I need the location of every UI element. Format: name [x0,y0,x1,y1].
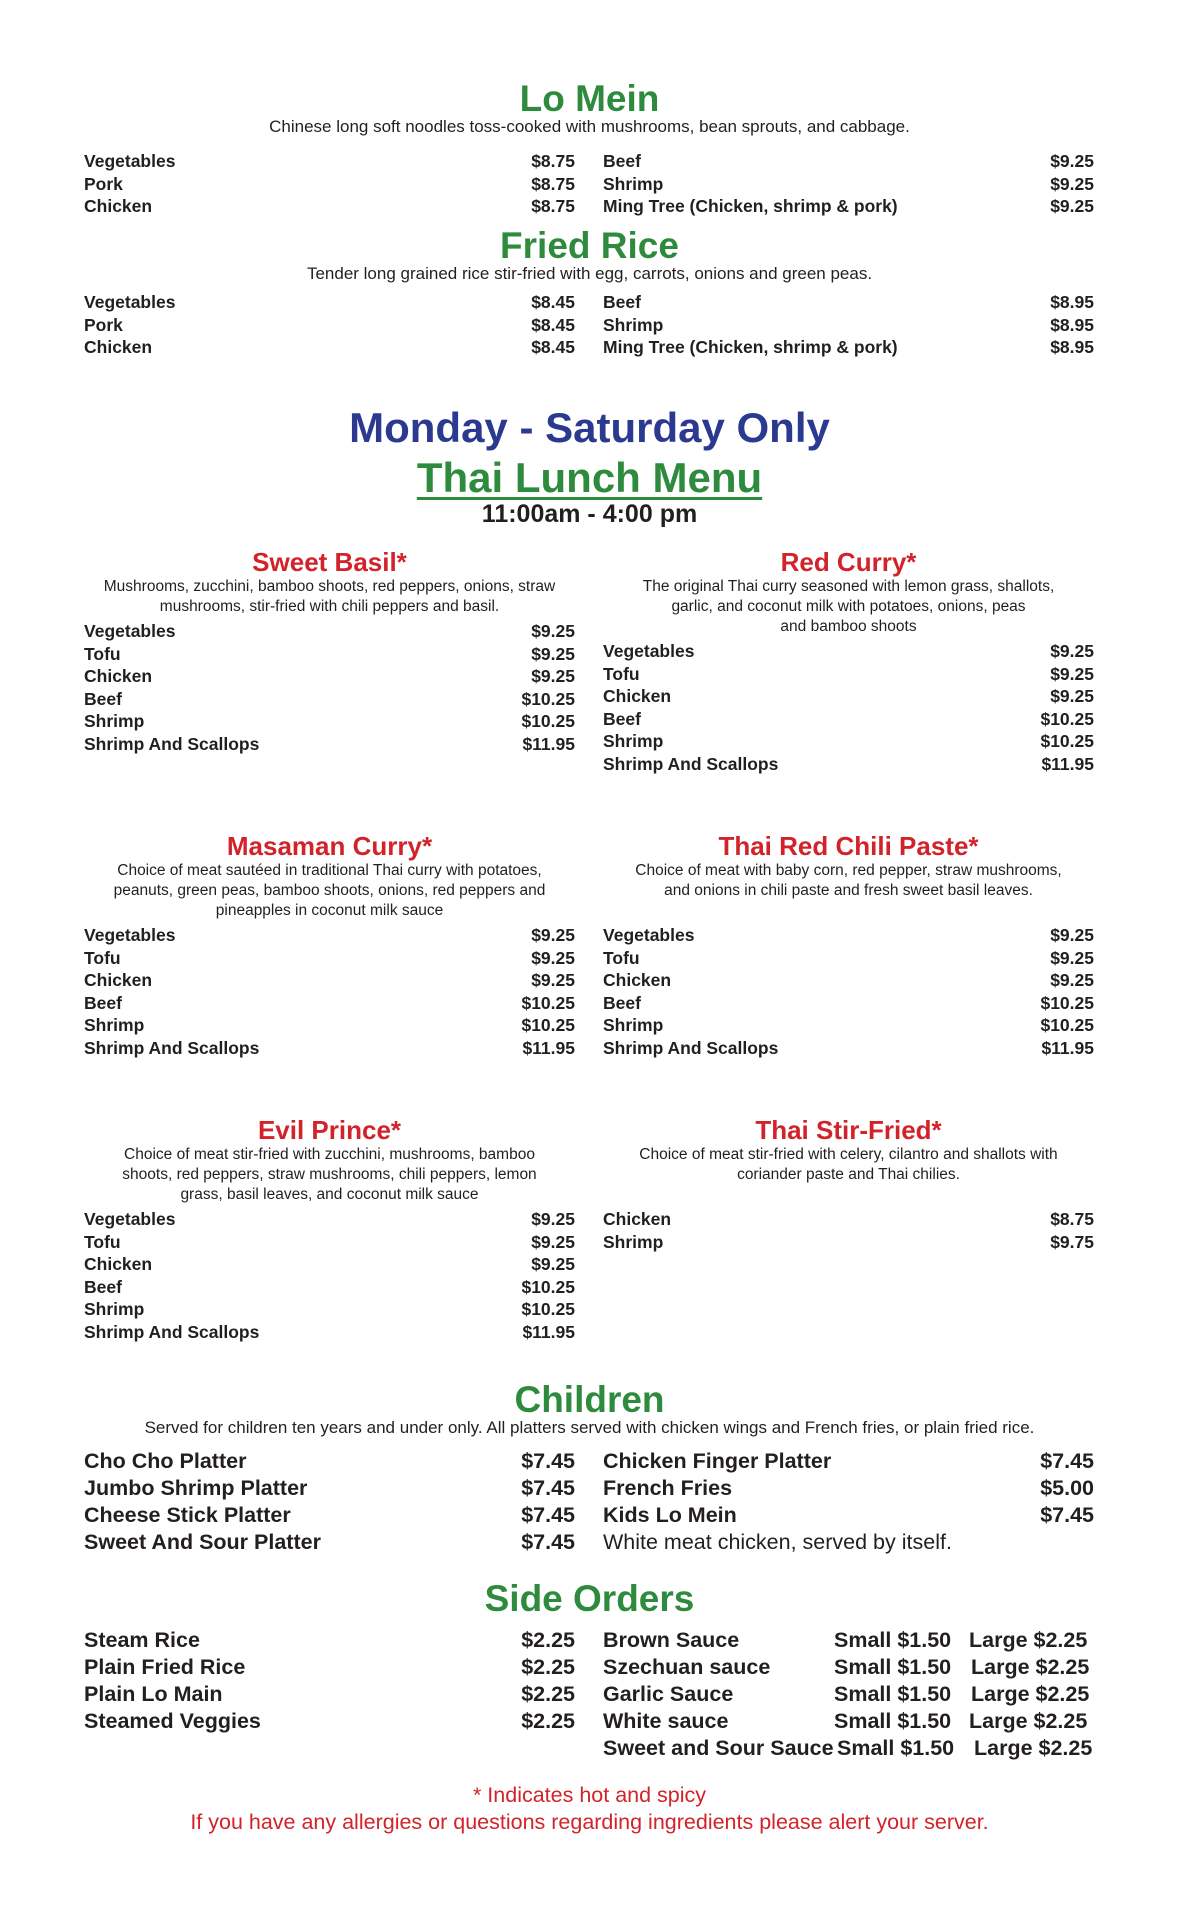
small-price: Small $1.50 [834,1655,952,1679]
list-item [603,336,1094,359]
item-name: Shrimp [603,1231,664,1252]
item-name: French Fries [603,1476,733,1500]
list-item [84,924,575,947]
list-item [603,708,1094,731]
list-item [84,1231,575,1254]
list-item [603,1708,1103,1735]
description-line: grass, basil leaves, and coconut milk sauce [180,1186,479,1203]
stir-fried-items [603,1208,1094,1253]
masaman-curry-section [84,833,575,1059]
kids-lo-mein-note: White meat chicken, served by itself. [603,1530,952,1554]
list-item [84,947,575,970]
item-price: $8.75 [1050,1209,1094,1229]
chili-paste-items [603,924,1094,1059]
list-item [603,992,1094,1015]
item-price: $2.25 [521,1709,575,1733]
red-curry-section [603,549,1094,775]
item-name: Chicken [84,666,153,686]
fried-rice-description: Tender long grained rice stir-fried with egg, carrots, onions and green peas. [306,264,873,283]
item-price: $7.45 [521,1476,575,1500]
list-item [603,969,1094,992]
item-price: $8.45 [531,314,575,335]
masaman-curry-description [84,861,575,921]
list-item [84,1208,575,1231]
small-price: Small $1.50 [834,1682,952,1706]
description-line: and bamboo shoots [780,618,917,635]
item-name: Tofu [603,947,640,968]
item-name: Beef [603,992,641,1013]
large-price: Large $2.25 [969,1709,1088,1733]
evil-prince-items [84,1208,575,1343]
item-price: $7.45 [521,1530,575,1554]
children-left-list [84,1448,575,1556]
list-item [603,730,1094,753]
item-name: Shrimp [603,1015,664,1035]
item-name: Chicken [84,196,153,216]
description-line: Choice of meat stir-fried with celery, cilantro and shallots with [639,1146,1058,1163]
red-curry-description [603,577,1094,637]
masaman-curry-title: Masaman Curry* [226,831,433,861]
list-item [84,150,575,173]
list-item [84,665,575,688]
list-item [603,150,1094,173]
item-price: $9.25 [531,621,575,641]
side-orders-title: Side Orders [484,1578,695,1619]
description-line: The original Thai curry seasoned with lemon grass, shallots, [642,578,1055,595]
item-price: $8.75 [531,173,575,194]
item-name: Vegetables [84,1209,176,1229]
list-item [84,1654,575,1681]
list-item [603,1231,1094,1254]
list-item [603,291,1094,314]
item-price: $9.25 [1050,196,1094,216]
item-name: Pork [84,314,123,335]
item-name: Chicken [603,686,672,706]
item-price: $2.25 [521,1628,575,1652]
fried-rice-left-list [84,291,575,359]
item-name: Vegetables [603,925,695,945]
list-item [603,314,1094,337]
item-price: $9.25 [1050,663,1094,684]
item-name: Chicken [603,970,672,990]
evil-prince-title: Evil Prince* [257,1115,402,1145]
list-item [84,1708,575,1735]
item-price: $10.25 [521,1276,575,1297]
item-price: $9.25 [531,1254,575,1274]
item-name: Beef [84,1276,122,1297]
small-price: Small $1.50 [837,1736,955,1760]
item-price: $9.25 [531,947,575,968]
item-price: $10.25 [1040,731,1094,751]
item-price: $9.25 [531,925,575,945]
item-name: Vegetables [84,292,176,312]
item-name: Beef [84,688,122,709]
item-price: $11.95 [522,733,575,754]
chili-paste-title: Thai Red Chili Paste* [718,831,979,861]
side-orders-list [84,1627,575,1735]
item-name: Shrimp And Scallops [84,1321,260,1342]
list-item [603,947,1094,970]
description-line: pineapples in coconut milk sauce [215,902,444,919]
list-item [603,1448,1094,1475]
chili-paste-section [603,833,1094,1059]
list-item [603,1627,1103,1654]
list-item [603,685,1094,708]
evil-prince-section [84,1117,575,1343]
item-name: Beef [603,292,641,312]
item-price: $9.25 [1050,686,1094,706]
allergy-note: If you have any allergies or questions regarding ingredients please alert your server. [190,1810,989,1834]
item-name: Chicken Finger Platter [603,1449,832,1473]
sweet-basil-section [84,549,575,755]
item-name: Chicken [84,970,153,990]
large-price: Large $2.25 [971,1655,1090,1679]
item-name: Shrimp [84,711,145,731]
item-name: Ming Tree (Chicken, shrimp & pork) [603,337,898,357]
item-price: $7.45 [1040,1503,1094,1527]
description-line: Choice of meat stir-fried with zucchini, mushrooms, bamboo [124,1146,535,1163]
list-item [603,924,1094,947]
item-price: $9.25 [531,643,575,664]
masaman-curry-items [84,924,575,1059]
sweet-basil-items [84,620,575,755]
item-price: $8.95 [1050,337,1094,357]
stir-fried-title: Thai Stir-Fried* [755,1115,942,1145]
lunch-hours: 11:00am - 4:00 pm [481,500,698,528]
item-name: Steamed Veggies [84,1709,261,1733]
item-price: $9.25 [1050,173,1094,194]
children-title: Children [514,1379,665,1420]
list-item [603,195,1094,218]
list-item [84,1448,575,1475]
list-item [84,643,575,666]
item-price: $5.00 [1040,1476,1094,1500]
list-item [84,1529,575,1556]
list-item [84,620,575,643]
item-name: Shrimp [84,1015,145,1035]
item-name: Plain Fried Rice [84,1655,246,1679]
item-name: Pork [84,173,123,194]
item-name: Shrimp [603,173,664,194]
item-price: $9.25 [1050,947,1094,968]
list-item [603,1208,1094,1231]
small-price: Small $1.50 [834,1628,952,1652]
sweet-basil-description [84,577,575,617]
sauce-name: White sauce [603,1709,729,1733]
item-price: $9.25 [531,1209,575,1229]
description-line: and onions in chili paste and fresh sweet basil leaves. [664,882,1033,899]
item-price: $11.95 [1041,1037,1094,1058]
item-name: Sweet And Sour Platter [84,1530,321,1554]
lo-mein-left-list [84,150,575,218]
description-line: peanuts, green peas, bamboo shoots, onions, red peppers and [113,882,546,899]
list-item [84,688,575,711]
list-item [84,1502,575,1529]
list-item [84,1321,575,1344]
description-line: garlic, and coconut milk with potatoes, onions, peas [671,598,1026,615]
item-price: $2.25 [521,1655,575,1679]
item-price: $11.95 [522,1321,575,1342]
list-item [84,1627,575,1654]
item-name: Shrimp And Scallops [603,753,779,774]
item-price: $9.25 [1050,641,1094,661]
list-item [84,195,575,218]
description-line: mushrooms, stir-fried with chili peppers and basil. [159,598,500,615]
item-price: $9.25 [531,1231,575,1252]
sauce-name: Brown Sauce [603,1628,740,1652]
stir-fried-description [603,1145,1094,1185]
list-item [603,1037,1094,1060]
item-name: Shrimp [84,1299,145,1319]
item-price: $9.25 [1050,925,1094,945]
item-price: $8.75 [531,151,575,171]
small-price: Small $1.50 [834,1709,952,1733]
list-item [84,1298,575,1321]
item-price: $9.25 [1050,970,1094,990]
list-item [84,969,575,992]
item-price: $7.45 [521,1449,575,1473]
sauce-name: Szechuan sauce [603,1655,771,1679]
children-description: Served for children ten years and under only. All platters served with chicken wings and French fries, or plain fried rice. [144,1418,1035,1437]
list-item [603,640,1094,663]
list-item [84,291,575,314]
lo-mein-title: Lo Mein [519,78,660,119]
item-name: Shrimp [603,731,664,751]
list-item [603,1735,1103,1762]
item-name: Beef [603,151,641,171]
large-price: Large $2.25 [974,1736,1093,1760]
list-item [84,1253,575,1276]
item-price: $9.25 [1050,151,1094,171]
item-name: Tofu [84,947,121,968]
lo-mein-description: Chinese long soft noodles toss-cooked with mushrooms, bean sprouts, and cabbage. [269,117,910,136]
item-price: $11.95 [1041,753,1094,774]
list-item [84,1681,575,1708]
list-item [603,1014,1094,1037]
red-curry-title: Red Curry* [780,547,917,577]
list-item [603,1475,1094,1502]
list-item [84,1037,575,1060]
item-price: $11.95 [522,1037,575,1058]
item-name: Shrimp And Scallops [84,733,260,754]
item-price: $10.25 [1040,708,1094,729]
item-name: Steam Rice [84,1628,200,1652]
item-name: Chicken [84,337,153,357]
stir-fried-section [603,1117,1094,1253]
item-price: $10.25 [521,688,575,709]
item-name: Vegetables [84,925,176,945]
lunch-days-heading: Monday - Saturday Only [349,404,830,451]
description-line: coriander paste and Thai chilies. [737,1166,960,1183]
list-item [603,753,1094,776]
list-item [84,1475,575,1502]
item-name: Vegetables [603,641,695,661]
item-price: $7.45 [1040,1449,1094,1473]
item-name: Shrimp And Scallops [84,1037,260,1058]
description-line: Mushrooms, zucchini, bamboo shoots, red peppers, onions, straw [103,578,556,595]
list-item [84,336,575,359]
item-name: Tofu [603,663,640,684]
evil-prince-description [84,1145,575,1205]
list-item [603,173,1094,196]
children-right-list [603,1448,1094,1556]
item-price: $9.25 [531,970,575,990]
item-price: $10.25 [1040,1015,1094,1035]
item-price: $10.25 [521,1015,575,1035]
red-curry-items [603,640,1094,775]
list-item [84,710,575,733]
item-price: $8.95 [1050,292,1094,312]
fried-rice-title: Fried Rice [500,225,679,266]
item-price: $10.25 [521,992,575,1013]
list-item [84,1276,575,1299]
sweet-basil-title: Sweet Basil* [252,547,407,577]
list-item [603,1654,1103,1681]
item-name: Plain Lo Main [84,1682,223,1706]
item-price: $10.25 [521,1299,575,1319]
list-item [84,314,575,337]
fried-rice-right-list [603,291,1094,359]
large-price: Large $2.25 [969,1628,1088,1652]
list-item [84,733,575,756]
item-name: Vegetables [84,151,176,171]
item-name: Beef [84,992,122,1013]
sauces-list [603,1627,1103,1762]
item-name: Jumbo Shrimp Platter [84,1476,308,1500]
list-item [84,1014,575,1037]
spicy-note: * Indicates hot and spicy [472,1783,707,1807]
item-name: Shrimp And Scallops [603,1037,779,1058]
item-name: Cho Cho Platter [84,1449,247,1473]
large-price: Large $2.25 [971,1682,1090,1706]
list-item [603,1681,1103,1708]
description-line: shoots, red peppers, straw mushrooms, chili peppers, lemon [122,1166,537,1183]
item-price: $2.25 [521,1682,575,1706]
thai-lunch-title: Thai Lunch Menu [416,454,763,501]
item-price: $8.45 [531,292,575,312]
item-price: $8.75 [531,196,575,216]
item-price: $8.95 [1050,314,1094,335]
lo-mein-right-list [603,150,1094,218]
item-name: Kids Lo Mein [603,1503,737,1527]
description-line: Choice of meat sautéed in traditional Thai curry with potatoes, [117,862,542,879]
sauce-name: Garlic Sauce [603,1682,734,1706]
description-line: Choice of meat with baby corn, red pepper, straw mushrooms, [635,862,1062,879]
list-item [603,1502,1094,1529]
sauce-name: Sweet and Sour Sauce [603,1736,834,1760]
list-item [603,663,1094,686]
item-price: $9.75 [1050,1231,1094,1252]
chili-paste-description [603,861,1094,901]
item-name: Chicken [84,1254,153,1274]
item-name: Chicken [603,1209,672,1229]
item-name: Beef [603,708,641,729]
item-price: $10.25 [521,711,575,731]
item-price: $7.45 [521,1503,575,1527]
item-name: Ming Tree (Chicken, shrimp & pork) [603,196,898,216]
item-price: $9.25 [531,666,575,686]
item-name: Tofu [84,643,121,664]
list-item [84,173,575,196]
item-name: Tofu [84,1231,121,1252]
list-item [84,992,575,1015]
item-name: Shrimp [603,314,664,335]
item-price: $8.45 [531,337,575,357]
item-name: Vegetables [84,621,176,641]
item-price: $10.25 [1040,992,1094,1013]
item-name: Cheese Stick Platter [84,1503,291,1527]
